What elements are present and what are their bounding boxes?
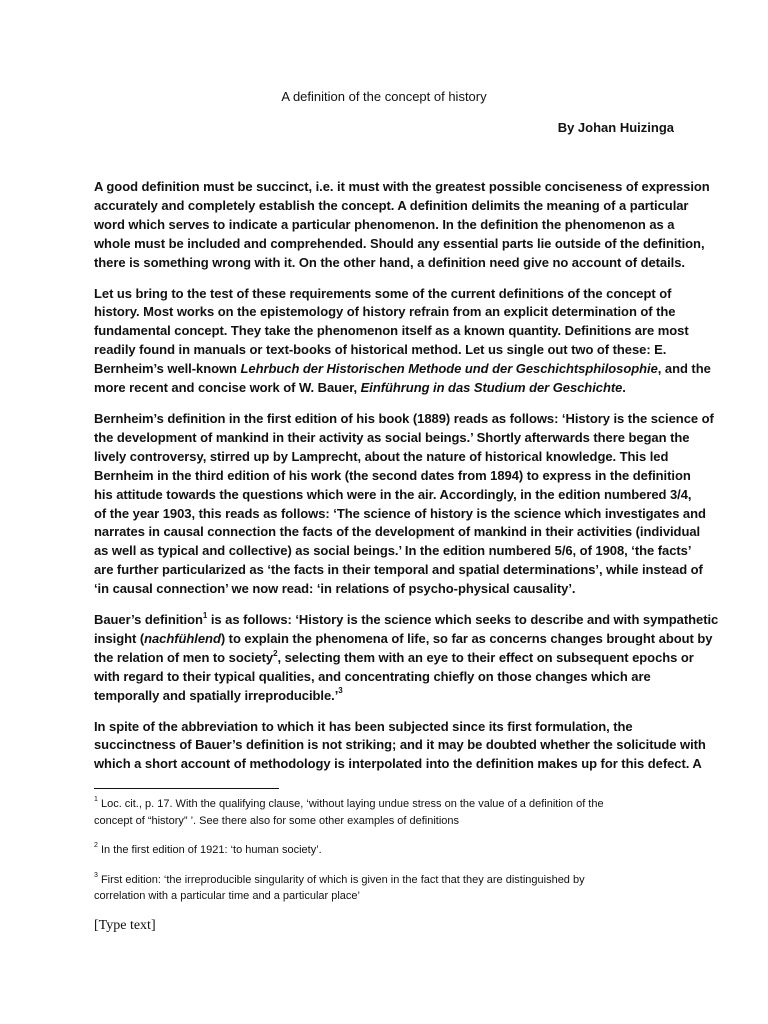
paragraph-line: readily found in manuals or text-books of historical method. Let us single out two of these: E. [94,342,667,358]
paragraph-1 [94,178,710,273]
paragraph-line: are further particularized as ‘the facts in their temporal and spatial determinations’, while instead of [94,562,703,578]
paragraph-line: his attitude towards the questions which were in the air. Accordingly, in the edition numbered 3/4, [94,486,692,502]
text-run: In the first edition of 1921: ‘to human society’. [97,844,322,856]
text-run: Bauer’s definition [94,612,203,628]
footnote-number: 2 [94,842,98,850]
text-run: is as follows: ‘History is the science which seeks to describe and with sympathetic [207,612,719,628]
text-run: First edition: ‘the irreproducible singularity of which is given in the fact that they are distinguished by [97,873,585,886]
paragraph-line [94,630,713,649]
footnote-line [94,796,679,813]
paragraph-line: word which serves to indicate a particular phenomenon. In the definition the phenomenon as a [94,216,675,232]
paragraph-line: A good definition must be succinct, i.e. it must with the greatest possible conciseness of expression [94,179,710,194]
paragraph-line: lively controversy, stirred up by Lamprecht, about the nature of historical knowledge. This led [94,448,669,464]
paragraph-line: which a short account of methodology is interpolated into the definition makes up for this defect. A [94,756,702,772]
footnote-line: concept of “history” ’. See there also for some other examples of definitions [94,814,460,827]
text-run: ) to explain the phenomena of life, so far as concerns changes brought about by [220,630,713,646]
text-run: the relation of men to society [94,649,274,665]
footnote-line: correlation with a particular time and a particular place’ [94,890,360,902]
book-title-lehrbuch: Lehrbuch der Historischen Methode und der Geschichtsphilosophie [240,361,658,377]
footnotes [94,796,679,918]
paragraph-line: In spite of the abbreviation to which it has been subjected since its first formulation, the [94,718,633,734]
paragraph-5 [94,718,706,775]
footnote-2 [94,842,679,859]
paragraph-line [94,687,679,706]
italic-term: nachfühlend [144,630,221,646]
paragraph-line: the development of mankind in their activity as social beings.’ Shortly afterwards there began the [94,429,690,445]
paragraph-4 [94,610,719,706]
text-run: , selecting them with an eye to their effect on subsequent epochs or [277,649,694,665]
footnote-line [94,872,679,889]
text-run: Bernheim’s well-known [94,361,241,377]
paragraph-line: narrates in causal connection the facts of the development of mankind in their activities (individual [94,524,701,540]
paragraph-line [94,610,719,630]
paragraph-line: accurately and completely establish the concept. A definition delimits the meaning of a particular [94,197,689,213]
paragraph-line: history. Most works on the epistemology of history refrain from an explicit determination of the [94,304,676,320]
document-author: By Johan Huizinga [557,120,674,135]
document-body [94,178,719,786]
text-run: temporally and spatially irreproducible.’ [94,687,339,703]
document-title: A definition of the concept of history [281,89,487,104]
text-run: more recent and concise work of W. Bauer, [94,380,361,396]
paragraph-line [94,648,694,668]
text-run: insight ( [94,630,145,646]
paragraph-line [94,360,711,379]
paragraph-line: there is something wrong with it. On the other hand, a definition need give no account of details. [94,254,685,270]
paragraph-3 [94,410,714,599]
footnote-ref-3[interactable]: 3 [338,686,343,696]
paragraph-line: Bernheim’s definition in the first edition of his book (1889) reads as follows: ‘History is the science of [94,410,714,426]
paragraph-2 [94,285,711,398]
footnote-3 [94,872,679,905]
paragraph-line: ‘in causal connection’ we now read: ‘in relations of psycho-physical causality’. [94,581,576,597]
footer-placeholder-text[interactable]: [Type text] [94,918,156,933]
paragraph-line: succinctness of Bauer’s definition is not striking; and it may be doubted whether the solicitude with [94,737,706,753]
footnote-ref-2[interactable]: 2 [273,648,278,658]
paragraph-line: with regard to their typical qualities, and concentrating chiefly on those changes which are [94,668,651,684]
text-run: . [622,380,626,396]
paragraph-line: of the year 1903, this reads as follows: ‘The science of history is the science which investigates and [94,505,706,521]
paragraph-line: as well as typical and collective) as social beings.’ In the edition numbered 5/6, of 1908, ‘the facts’ [94,543,692,559]
text-run: , and the [657,361,711,377]
footnote-number: 1 [94,796,98,804]
footnote-separator [94,788,279,789]
paragraph-line: Let us bring to the test of these requirements some of the current definitions of the concept of [94,285,672,301]
footnote-number: 3 [94,871,98,879]
text-run: Loc. cit., p. 17. With the qualifying clause, ‘without laying undue stress on the value of a definition of the [97,798,604,810]
paragraph-line: fundamental concept. They take the phenomenon itself as a known quantity. Definitions are most [94,323,689,339]
paragraph-line [94,379,679,398]
footnote-1 [94,796,679,829]
footnote-line [94,842,679,859]
paragraph-line: Bernheim in the third edition of his work (the second dates from 1894) to express in the definition [94,467,691,483]
footnote-ref-1[interactable]: 1 [202,610,208,620]
paragraph-line: whole must be included and comprehended. Should any essential parts lie outside of the definition, [94,235,705,251]
book-title-einfuehrung: Einführung in das Studium der Geschichte [360,380,623,396]
